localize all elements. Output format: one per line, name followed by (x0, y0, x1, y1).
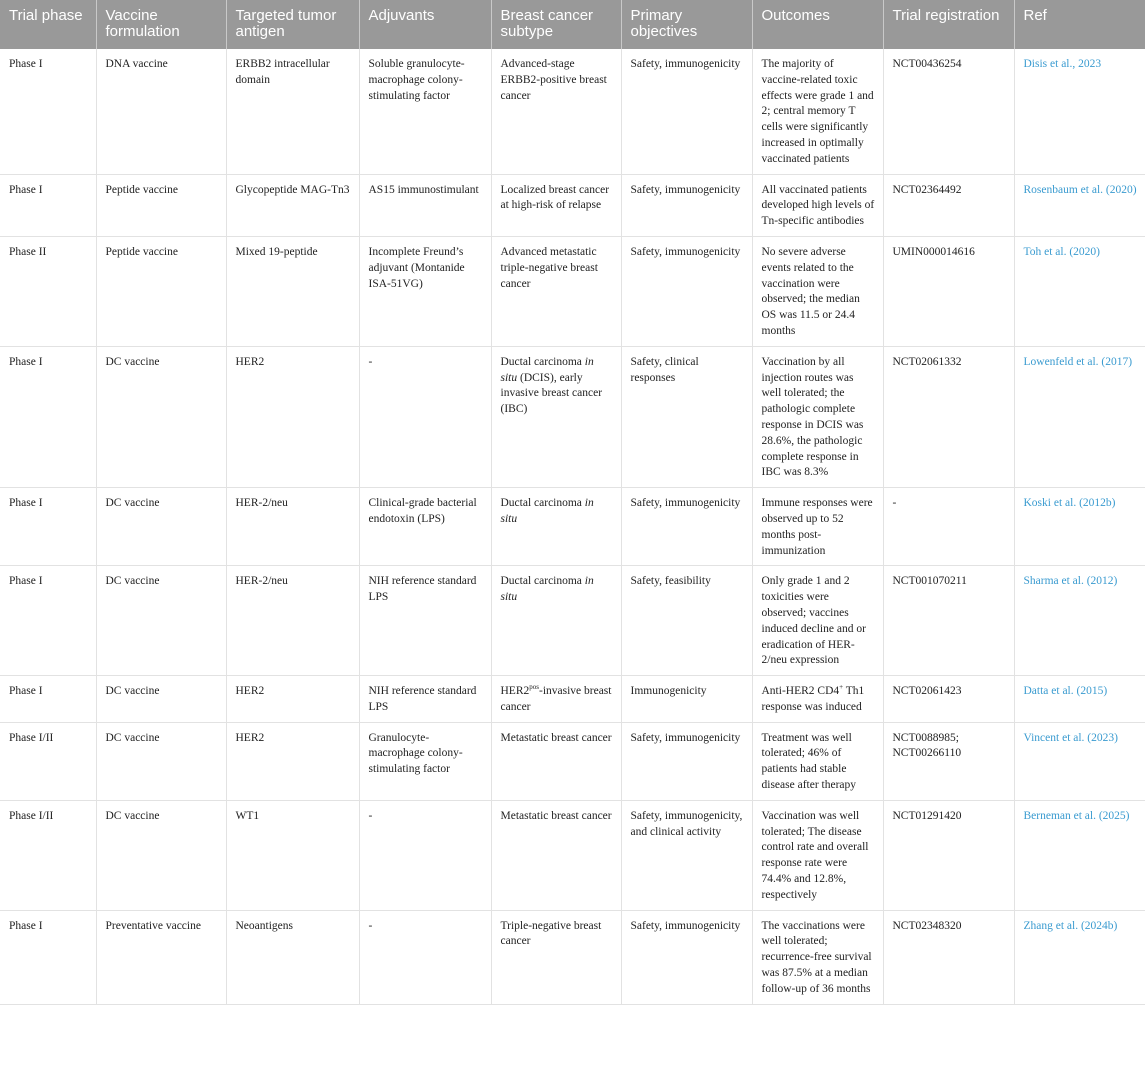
subtype-text: Localized breast cancer at high-risk of relapse (500, 183, 610, 212)
subtype-text-rest: -invasive breast cancer (500, 685, 612, 713)
outcome-text: Vaccination by all injection routes was well tolerated; the pathologic complete response in DCIS was 28.6%, the pathologic complete response in IBC was 8.3% (761, 355, 864, 479)
cell-outcomes (752, 566, 883, 676)
cell-tumor-antigen: WT1 (226, 800, 359, 910)
subtype-text: Ductal carcinoma (500, 497, 585, 510)
cell-adjuvants: Incomplete Freund’s adjuvant (Montanide ISA-51VG) (359, 236, 491, 346)
header-breast-cancer-subtype: Breast cancer subtype (491, 0, 621, 49)
cell-tumor-antigen: Glycopeptide MAG-Tn3 (226, 174, 359, 236)
cell-trial-phase: Phase I/II (0, 722, 96, 800)
cell-vaccine-formulation: DNA vaccine (96, 49, 226, 174)
cell-cancer-subtype (491, 236, 621, 346)
cell-vaccine-formulation: DC vaccine (96, 722, 226, 800)
table-row (0, 676, 1145, 723)
subtype-text: Metastatic breast cancer (500, 731, 612, 744)
outcome-text: All vaccinated patients developed high levels of Tn-specific antibodies (761, 183, 875, 228)
cell-cancer-subtype (491, 676, 621, 723)
cell-vaccine-formulation: Peptide vaccine (96, 174, 226, 236)
cell-vaccine-formulation: DC vaccine (96, 800, 226, 910)
table-row (0, 488, 1145, 566)
cell-outcomes (752, 236, 883, 346)
subtype-superscript: pos (529, 683, 539, 692)
cell-ref-link[interactable]: Lowenfeld et al. (2017) (1014, 346, 1145, 487)
cell-ref-link[interactable]: Zhang et al. (2024b) (1014, 910, 1145, 1004)
cell-ref-link[interactable]: Vincent et al. (2023) (1014, 722, 1145, 800)
header-outcomes: Outcomes (752, 0, 883, 49)
cell-trial-phase: Phase I (0, 910, 96, 1004)
table-header (0, 0, 1145, 49)
cell-trial-registration: NCT0088985; NCT00266110 (883, 722, 1014, 800)
subtype-italic-text: in situ (500, 497, 594, 525)
cell-ref-link[interactable]: Sharma et al. (2012) (1014, 566, 1145, 676)
cell-primary-objectives: Safety, immunogenicity (621, 49, 752, 174)
subtype-text: Metastatic breast cancer (500, 809, 612, 822)
header-targeted-tumor-antigen: Targeted tumor antigen (226, 0, 359, 49)
cell-cancer-subtype (491, 49, 621, 174)
cell-outcomes (752, 722, 883, 800)
table-body (0, 49, 1145, 1004)
subtype-text: Ductal carcinoma (500, 355, 585, 368)
cell-trial-phase: Phase I (0, 49, 96, 174)
cell-primary-objectives: Safety, feasibility (621, 566, 752, 676)
cell-vaccine-formulation: Preventative vaccine (96, 910, 226, 1004)
cell-ref-link[interactable]: Datta et al. (2015) (1014, 676, 1145, 723)
cell-outcomes (752, 49, 883, 174)
cell-trial-registration: NCT02061332 (883, 346, 1014, 487)
cell-primary-objectives: Safety, immunogenicity (621, 174, 752, 236)
cell-cancer-subtype (491, 722, 621, 800)
cell-tumor-antigen: HER2 (226, 722, 359, 800)
cell-primary-objectives: Safety, immunogenicity (621, 910, 752, 1004)
cell-primary-objectives: Immunogenicity (621, 676, 752, 723)
table-row (0, 722, 1145, 800)
cell-adjuvants: AS15 immunostimulant (359, 174, 491, 236)
header-ref: Ref (1014, 0, 1145, 49)
header-vaccine-formulation: Vaccine formulation (96, 0, 226, 49)
outcome-text: The vaccinations were well tolerated; recurrence-free survival was 87.5% at a median follow-up of 36 months (761, 919, 872, 995)
subtype-italic-text: in situ (500, 575, 594, 604)
outcome-text: Vaccination was well tolerated; The disease control rate and overall response rate were 74.4% and 12.8%, respectively (761, 809, 869, 901)
cell-primary-objectives: Safety, immunogenicity (621, 722, 752, 800)
cell-vaccine-formulation: Peptide vaccine (96, 236, 226, 346)
header-primary-objectives: Primary objectives (621, 0, 752, 49)
cell-adjuvants: Soluble granulocyte-macrophage colony-stimulating factor (359, 49, 491, 174)
cell-adjuvants: - (359, 800, 491, 910)
cell-ref-link[interactable]: Disis et al., 2023 (1014, 49, 1145, 174)
cell-trial-registration: NCT001070211 (883, 566, 1014, 676)
cell-ref-link[interactable]: Koski et al. (2012b) (1014, 488, 1145, 566)
table-row (0, 49, 1145, 174)
subtype-italic-text: in situ (500, 355, 594, 384)
outcome-text-rest: Th1 response was induced (761, 685, 865, 713)
cell-primary-objectives: Safety, clinical responses (621, 346, 752, 487)
cell-outcomes (752, 346, 883, 487)
cell-trial-registration: NCT02061423 (883, 676, 1014, 723)
cell-trial-phase: Phase I (0, 346, 96, 487)
cell-adjuvants: Granulocyte-macrophage colony-stimulating factor (359, 722, 491, 800)
outcome-text: Anti-HER2 CD4 (761, 685, 840, 698)
cell-vaccine-formulation: DC vaccine (96, 566, 226, 676)
cell-cancer-subtype (491, 566, 621, 676)
cell-cancer-subtype (491, 800, 621, 910)
table-row (0, 346, 1145, 487)
cell-adjuvants: NIH reference standard LPS (359, 676, 491, 723)
cell-trial-phase: Phase I (0, 566, 96, 676)
table-row (0, 800, 1145, 910)
table-row (0, 566, 1145, 676)
cell-outcomes (752, 676, 883, 723)
cell-tumor-antigen: HER-2/neu (226, 488, 359, 566)
cell-tumor-antigen: HER-2/neu (226, 566, 359, 676)
outcome-text: Only grade 1 and 2 toxicities were observed; vaccines induced decline and or eradication of HER-2/neu expression (761, 575, 866, 667)
cell-cancer-subtype (491, 488, 621, 566)
subtype-text: Triple-negative breast cancer (500, 919, 602, 948)
cell-primary-objectives: Safety, immunogenicity (621, 236, 752, 346)
subtype-text-rest: (DCIS), early invasive breast cancer (IBC) (500, 371, 603, 416)
table-row (0, 910, 1145, 1004)
cell-tumor-antigen: ERBB2 intracellular domain (226, 49, 359, 174)
cell-adjuvants: - (359, 910, 491, 1004)
cell-trial-phase: Phase I (0, 488, 96, 566)
cell-tumor-antigen: Mixed 19-peptide (226, 236, 359, 346)
table-row (0, 174, 1145, 236)
cell-vaccine-formulation: DC vaccine (96, 676, 226, 723)
cell-cancer-subtype (491, 346, 621, 487)
cell-ref-link[interactable]: Toh et al. (2020) (1014, 236, 1145, 346)
cell-ref-link[interactable]: Berneman et al. (2025) (1014, 800, 1145, 910)
cell-trial-phase: Phase I/II (0, 800, 96, 910)
outcome-text: No severe adverse events related to the vaccination were observed; the median OS was 11.5 or 24.4 months (761, 245, 860, 337)
cell-tumor-antigen: Neoantigens (226, 910, 359, 1004)
cell-primary-objectives: Safety, immunogenicity (621, 488, 752, 566)
cell-adjuvants: - (359, 346, 491, 487)
subtype-text: Ductal carcinoma (500, 575, 585, 588)
outcome-text: Treatment was well tolerated; 46% of patients had stable disease after therapy (761, 731, 857, 792)
subtype-text: HER2 (500, 685, 530, 698)
cell-adjuvants: NIH reference standard LPS (359, 566, 491, 676)
cell-outcomes (752, 800, 883, 910)
cell-trial-phase: Phase II (0, 236, 96, 346)
cell-outcomes (752, 488, 883, 566)
header-trial-phase: Trial phase (0, 0, 96, 49)
table-row (0, 236, 1145, 346)
outcome-superscript: + (839, 683, 844, 692)
subtype-text: Advanced metastatic triple-negative breast cancer (500, 245, 598, 290)
cell-trial-registration: NCT02348320 (883, 910, 1014, 1004)
cell-adjuvants: Clinical-grade bacterial endotoxin (LPS) (359, 488, 491, 566)
cell-primary-objectives: Safety, immunogenicity, and clinical activity (621, 800, 752, 910)
header-trial-registration: Trial registration (883, 0, 1014, 49)
cell-outcomes (752, 174, 883, 236)
cell-trial-registration: NCT01291420 (883, 800, 1014, 910)
cell-vaccine-formulation: DC vaccine (96, 346, 226, 487)
cell-cancer-subtype (491, 910, 621, 1004)
subtype-text: Advanced-stage ERBB2-positive breast cancer (500, 58, 607, 102)
cell-trial-phase: Phase I (0, 174, 96, 236)
cell-cancer-subtype (491, 174, 621, 236)
outcome-text: Immune responses were observed up to 52 months post-immunization (761, 497, 873, 557)
cell-trial-registration: - (883, 488, 1014, 566)
cell-trial-registration: UMIN000014616 (883, 236, 1014, 346)
cell-tumor-antigen: HER2 (226, 676, 359, 723)
cell-trial-registration: NCT02364492 (883, 174, 1014, 236)
cell-trial-phase: Phase I (0, 676, 96, 723)
cell-vaccine-formulation: DC vaccine (96, 488, 226, 566)
cell-outcomes (752, 910, 883, 1004)
header-adjuvants: Adjuvants (359, 0, 491, 49)
header-row (0, 0, 1145, 49)
cell-trial-registration: NCT00436254 (883, 49, 1014, 174)
outcome-text: The majority of vaccine-related toxic effects were grade 1 and 2; central memory T cells were significantly increased in optimally vaccinated patients (761, 58, 874, 165)
cell-ref-link[interactable]: Rosenbaum et al. (2020) (1014, 174, 1145, 236)
cell-tumor-antigen: HER2 (226, 346, 359, 487)
